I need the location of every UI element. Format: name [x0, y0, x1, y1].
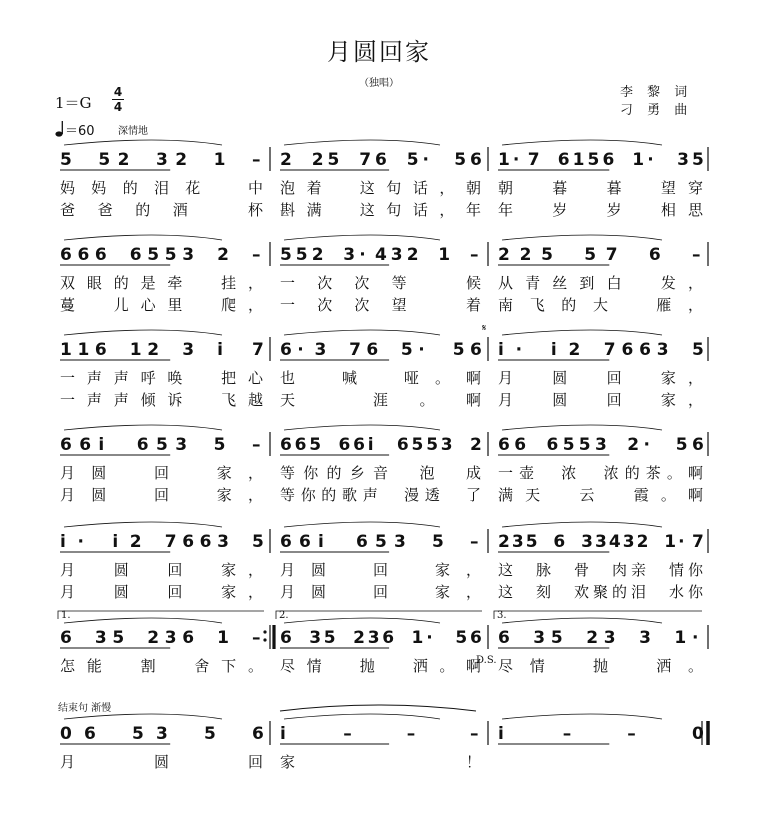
measure-notes: 665 66i 6553 2: [280, 435, 482, 455]
tempo-value: ＝60: [65, 124, 95, 139]
lyric-verse-1: 家！: [280, 753, 482, 771]
slur-arc: [64, 714, 222, 719]
measure-notes: 552 3·432 1 –: [280, 245, 479, 265]
slur-arc: [502, 425, 662, 430]
slur-arc: [64, 235, 222, 240]
slur-arc: [64, 618, 222, 623]
repeat-dot: [263, 638, 266, 641]
measure-notes: 116 12 3 i 7: [60, 340, 264, 360]
measure-notes: 2 25 76 5· 56: [280, 150, 482, 170]
lyric-verse-2: 一声声倾诉 飞越: [60, 391, 264, 409]
lyric-verse-1: 怎能 割 舍下。: [60, 657, 264, 675]
time-denominator: 4: [113, 100, 123, 114]
ds-marking: D.S.: [476, 655, 497, 666]
slur-arc: [64, 522, 222, 527]
lyric-verse-1: 一次次等 候: [280, 274, 482, 292]
lyric-verse-2: 月 圆 回 家，: [60, 583, 264, 601]
slur-arc: [284, 235, 440, 240]
segno-icon: 𝄋: [482, 323, 487, 334]
lyric-verse-2: 年 岁 岁 相思: [498, 201, 704, 219]
measure-notes: 66i 653 5 –: [280, 532, 479, 552]
lyric-verse-1: 等你的乡音 泡 成: [280, 464, 482, 482]
slur-arc: [284, 330, 440, 335]
composer: 刁 勇 曲: [620, 103, 693, 118]
measure-notes: 6 35 236 1 –: [60, 628, 261, 648]
slur-arc: [284, 618, 440, 623]
lyric-verse-2: 蔓 儿心里 爬，: [60, 296, 264, 314]
slur-arc: [502, 330, 662, 335]
measure-notes: 5 52 32 1 –: [60, 150, 261, 170]
volta-number: 1.: [61, 610, 71, 621]
measure-notes: 6·3 76 5· 56: [280, 340, 482, 360]
measure-notes: i – – –: [280, 724, 479, 744]
time-numerator: 4: [113, 85, 123, 99]
lyric-verse-1: 月 圆 回 家，: [60, 561, 264, 579]
lyric-verse-1: 这 脉 骨 肉亲 情你: [498, 561, 704, 579]
lyric-verse-2: 月圆 回 家，: [60, 486, 264, 504]
song-title: 月圆回家: [327, 38, 431, 66]
lyric-verse-1: 一声声呼唤 把心: [60, 369, 264, 387]
lyric-verse-1: 一壶 浓 浓的茶。啊: [498, 464, 704, 482]
lyric-verse-2: 这 刻 欢聚的泪 水你: [498, 583, 704, 601]
slur-arc: [284, 714, 440, 719]
lyric-verse-2: 南飞的大 雁，: [498, 296, 704, 314]
measure-notes: 06 53 5 6: [60, 724, 264, 744]
volta-number: 3.: [497, 610, 507, 621]
lyric-verse-2: 月 圆 回 家，: [498, 391, 704, 409]
measure-notes: 235 6 33432 1·7: [498, 532, 704, 552]
lyric-verse-2: 天 涯。啊: [280, 391, 482, 409]
expression-mark: 深情地: [118, 126, 148, 137]
lyric-verse-2: 爸爸的酒 杯: [60, 201, 264, 219]
slur-arc: [502, 618, 662, 623]
volta-number: 2.: [279, 610, 289, 621]
slur-arc: [64, 330, 222, 335]
slur-arc: [502, 714, 662, 719]
lyric-verse-2: 满天 云 霞。啊: [498, 486, 704, 504]
lyricist: 李 黎 词: [620, 85, 693, 100]
lyric-verse-1: 从青丝到白 发，: [498, 274, 704, 292]
lyric-verse-1: 月圆 回 家，: [60, 464, 264, 482]
lyric-verse-1: 朝 暮 暮 望穿: [498, 179, 704, 197]
slur-arc: [502, 522, 662, 527]
lyric-verse-2: 等你的歌声 漫透 了: [280, 486, 482, 504]
measure-notes: 66i 653 5 –: [60, 435, 261, 455]
measure-notes: 66 6553 2· 56: [498, 435, 704, 455]
lyric-verse-1: 泡着 这句话，朝: [280, 179, 482, 197]
ending-label: 结束句 渐慢: [58, 703, 112, 714]
lyric-verse-1: 也 喊 哑。啊: [280, 369, 482, 387]
lyric-verse-1: 尽情 抛 洒。啊: [280, 657, 482, 675]
slur-arc: [502, 140, 662, 145]
measure-notes: 6 35 236 1· 56: [280, 628, 482, 648]
lyric-verse-2: 一次次望 着: [280, 296, 482, 314]
measure-notes: 6 35 23 3 1·: [498, 628, 699, 648]
key-signature: 1＝G: [55, 94, 92, 112]
slur-arc: [64, 425, 222, 430]
repeat-dot: [263, 630, 266, 633]
lyric-verse-1: 尽情 抛 洒。: [498, 657, 704, 675]
measure-notes: 1·7 6156 1· 35: [498, 150, 704, 170]
lyric-verse-1: 双眼的是牵 挂，: [60, 274, 264, 292]
measure-notes: i – – 0: [498, 724, 704, 744]
slur-arc: [284, 522, 440, 527]
measure-notes: i· i2 7663 5: [60, 532, 264, 552]
measure-notes: 666 6553 2 –: [60, 245, 261, 265]
slur-arc: [64, 140, 222, 145]
lyric-verse-1: 月 圆 回 家，: [498, 369, 704, 387]
slur-arc: [284, 140, 440, 145]
lyric-verse-1: 妈妈的泪花 中: [60, 179, 264, 197]
tie-arc: [280, 705, 476, 711]
slur-arc: [502, 235, 662, 240]
measure-notes: 225 57 6 –: [498, 245, 701, 265]
lyric-verse-2: 月圆 回 家，: [280, 583, 482, 601]
lyric-verse-1: 月 圆 回: [60, 753, 264, 771]
measure-notes: i· i2 7663 5: [498, 340, 704, 360]
song-subtitle: （独唱）: [359, 78, 399, 89]
slur-arc: [284, 425, 440, 430]
lyric-verse-2: 斟满 这句话，年: [280, 201, 482, 219]
lyric-verse-1: 月圆 回 家，: [280, 561, 482, 579]
